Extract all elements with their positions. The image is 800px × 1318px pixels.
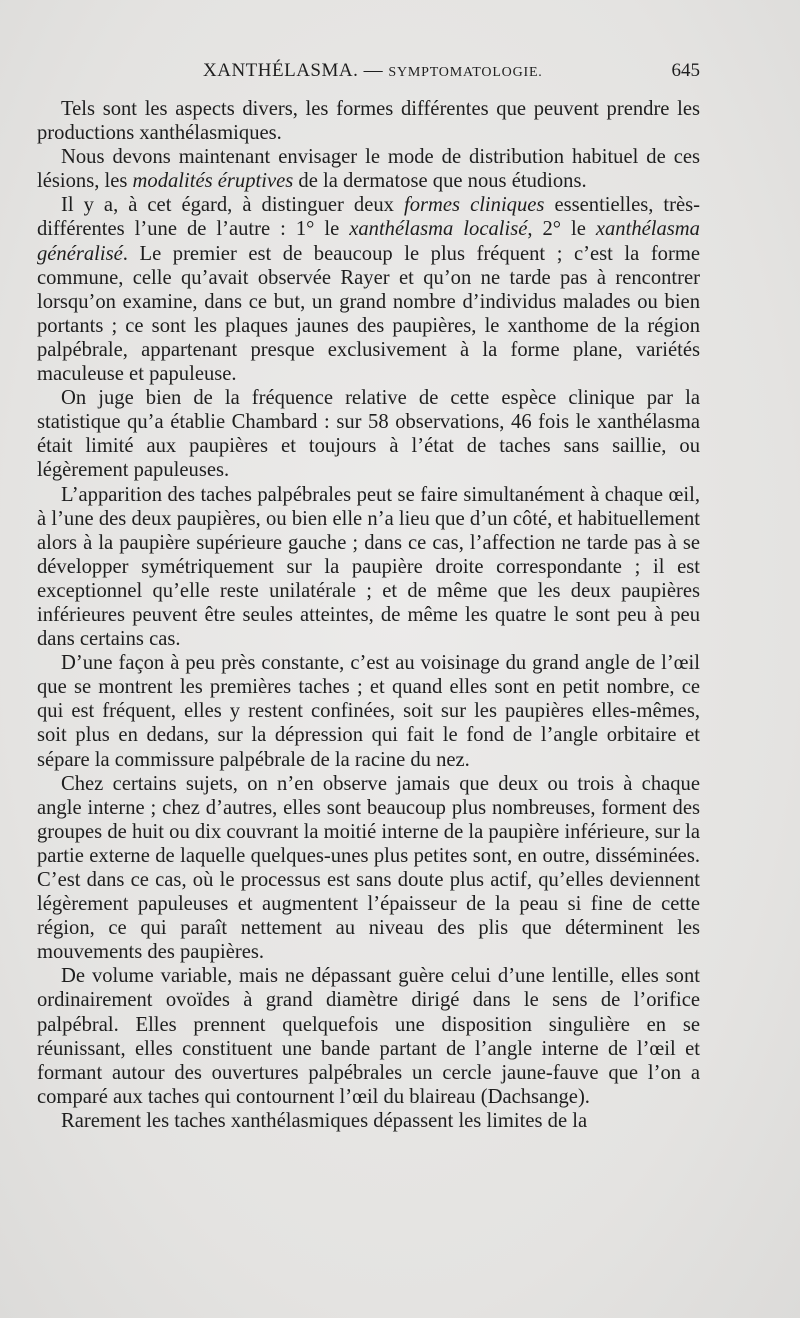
text-run: de la dermatose que nous étudions. — [293, 170, 587, 193]
italic-term: formes cliniques — [403, 194, 545, 217]
chapter-title: XANTHÉLASMA. — [203, 60, 359, 81]
paragraph-3 — [37, 193, 700, 386]
text-run: essentielles, très-différentes l’une de l’autre : 1° le — [37, 194, 701, 241]
paragraph-5: L’apparition des taches palpébrales peut se faire simultanément à chaque œil, à l’une des deux paupières, ou bien elle n’a lieu que d’un côté, et habituellement alors à la paupière supérieure gauche ; dans ce cas, l’affection ne tarde pas à se développer symétriquement sur la paupière droite correspondante ; il est exceptionnel qu’elle reste unilatérale ; et de même que les deux paupières inférieures peuvent être seules atteintes, de même les quatre le sont peu à peu dans certains cas. — [37, 483, 700, 651]
running-header — [40, 60, 700, 90]
italic-term: xanthélasma localisé — [349, 218, 528, 241]
paragraph-8: De volume variable, mais ne dépassant guère celui d’une lentille, elles sont ordinairement ovoïdes à grand diamètre dirigé dans le sens de l’orifice palpébral. Elles prennent quelquefois une disposition singulière en se réunissant, elles constituent une bande partant de l’angle interne de l’œil et formant autour des ouvertures palpébrales un cercle jaune-fauve que l’on a comparé aux taches qui contournent l’œil du blaireau (Dachsange). — [37, 965, 700, 1108]
paragraph-9: Rarement les taches xanthélasmiques dépassent les limites de la — [61, 1109, 588, 1132]
title-separator: — — [363, 60, 384, 81]
text-run: Nous devons maintenant envisager le mode de distribution habituel de ces lésions, les — [37, 146, 700, 193]
paragraph-1: Tels sont les aspects divers, les formes différentes que peuvent prendre les productions xanthélasmiques. — [37, 98, 700, 145]
paragraph-6: D’une façon à peu près constante, c’est au voisinage du grand angle de l’œil que se montrent les premières taches ; et quand elles sont en petit nombre, ce qui est fréquent, elles y restent confinées, soit sur les paupières elles-mêmes, soit plus en dedans, sur la dépression qui fait le fond de l’angle orbitaire et sépare la commissure palpébrale de la racine du nez. — [37, 652, 700, 771]
italic-term: modalités éruptives — [132, 170, 294, 193]
text-run: Il y a, à cet égard, à distinguer deux — [61, 194, 404, 217]
section-title: SYMPTOMATOLOGIE. — [388, 65, 543, 80]
paragraph-2 — [37, 145, 700, 193]
paragraph-7: Chez certains sujets, on n’en observe jamais que deux ou trois à chaque angle interne ; chez d’autres, elles sont beaucoup plus nombreuses, forment des groupes de huit ou dix couvrant la moitié interne de la paupière inférieure, sur la partie externe de laquelle quelques-unes plus petites sont, en outre, disséminées. C’est dans ce cas, où le processus est sans doute plus actif, qu’elles deviennent légèrement papuleuses et augmentent l’épaisseur de la peau si fine de cette région, ce qui paraît nettement au niveau des plis que déterminent les mouvements des paupières. — [37, 772, 700, 964]
text-run: . Le premier est de beaucoup le plus fréquent ; c’est la forme commune, celle qu’avait observée Rayer et qu’on ne tarde pas à rencontrer lorsqu’on examine, dans ce but, un grand nombre d’individus malades ou bien portants ; ce sont les plaques jaunes des paupières, le xanthome de la région palpébrale, appartenant presque exclusivement à la forme plane, variétés maculeuse et papuleuse. — [37, 242, 700, 386]
paragraph-4: On juge bien de la fréquence relative de cette espèce clinique par la statistique qu’a établie Chambard : sur 58 observations, 46 fois le xanthélasma était limité aux paupières et toujours à l’état de taches sans saillie, ou légèrement papuleuses. — [37, 387, 700, 482]
body-text — [37, 97, 700, 1133]
running-title — [203, 60, 543, 82]
page-number: 645 — [671, 60, 700, 81]
text-run: , 2° le — [527, 218, 596, 241]
italic-term: xanthélasma généralisé — [37, 218, 700, 265]
